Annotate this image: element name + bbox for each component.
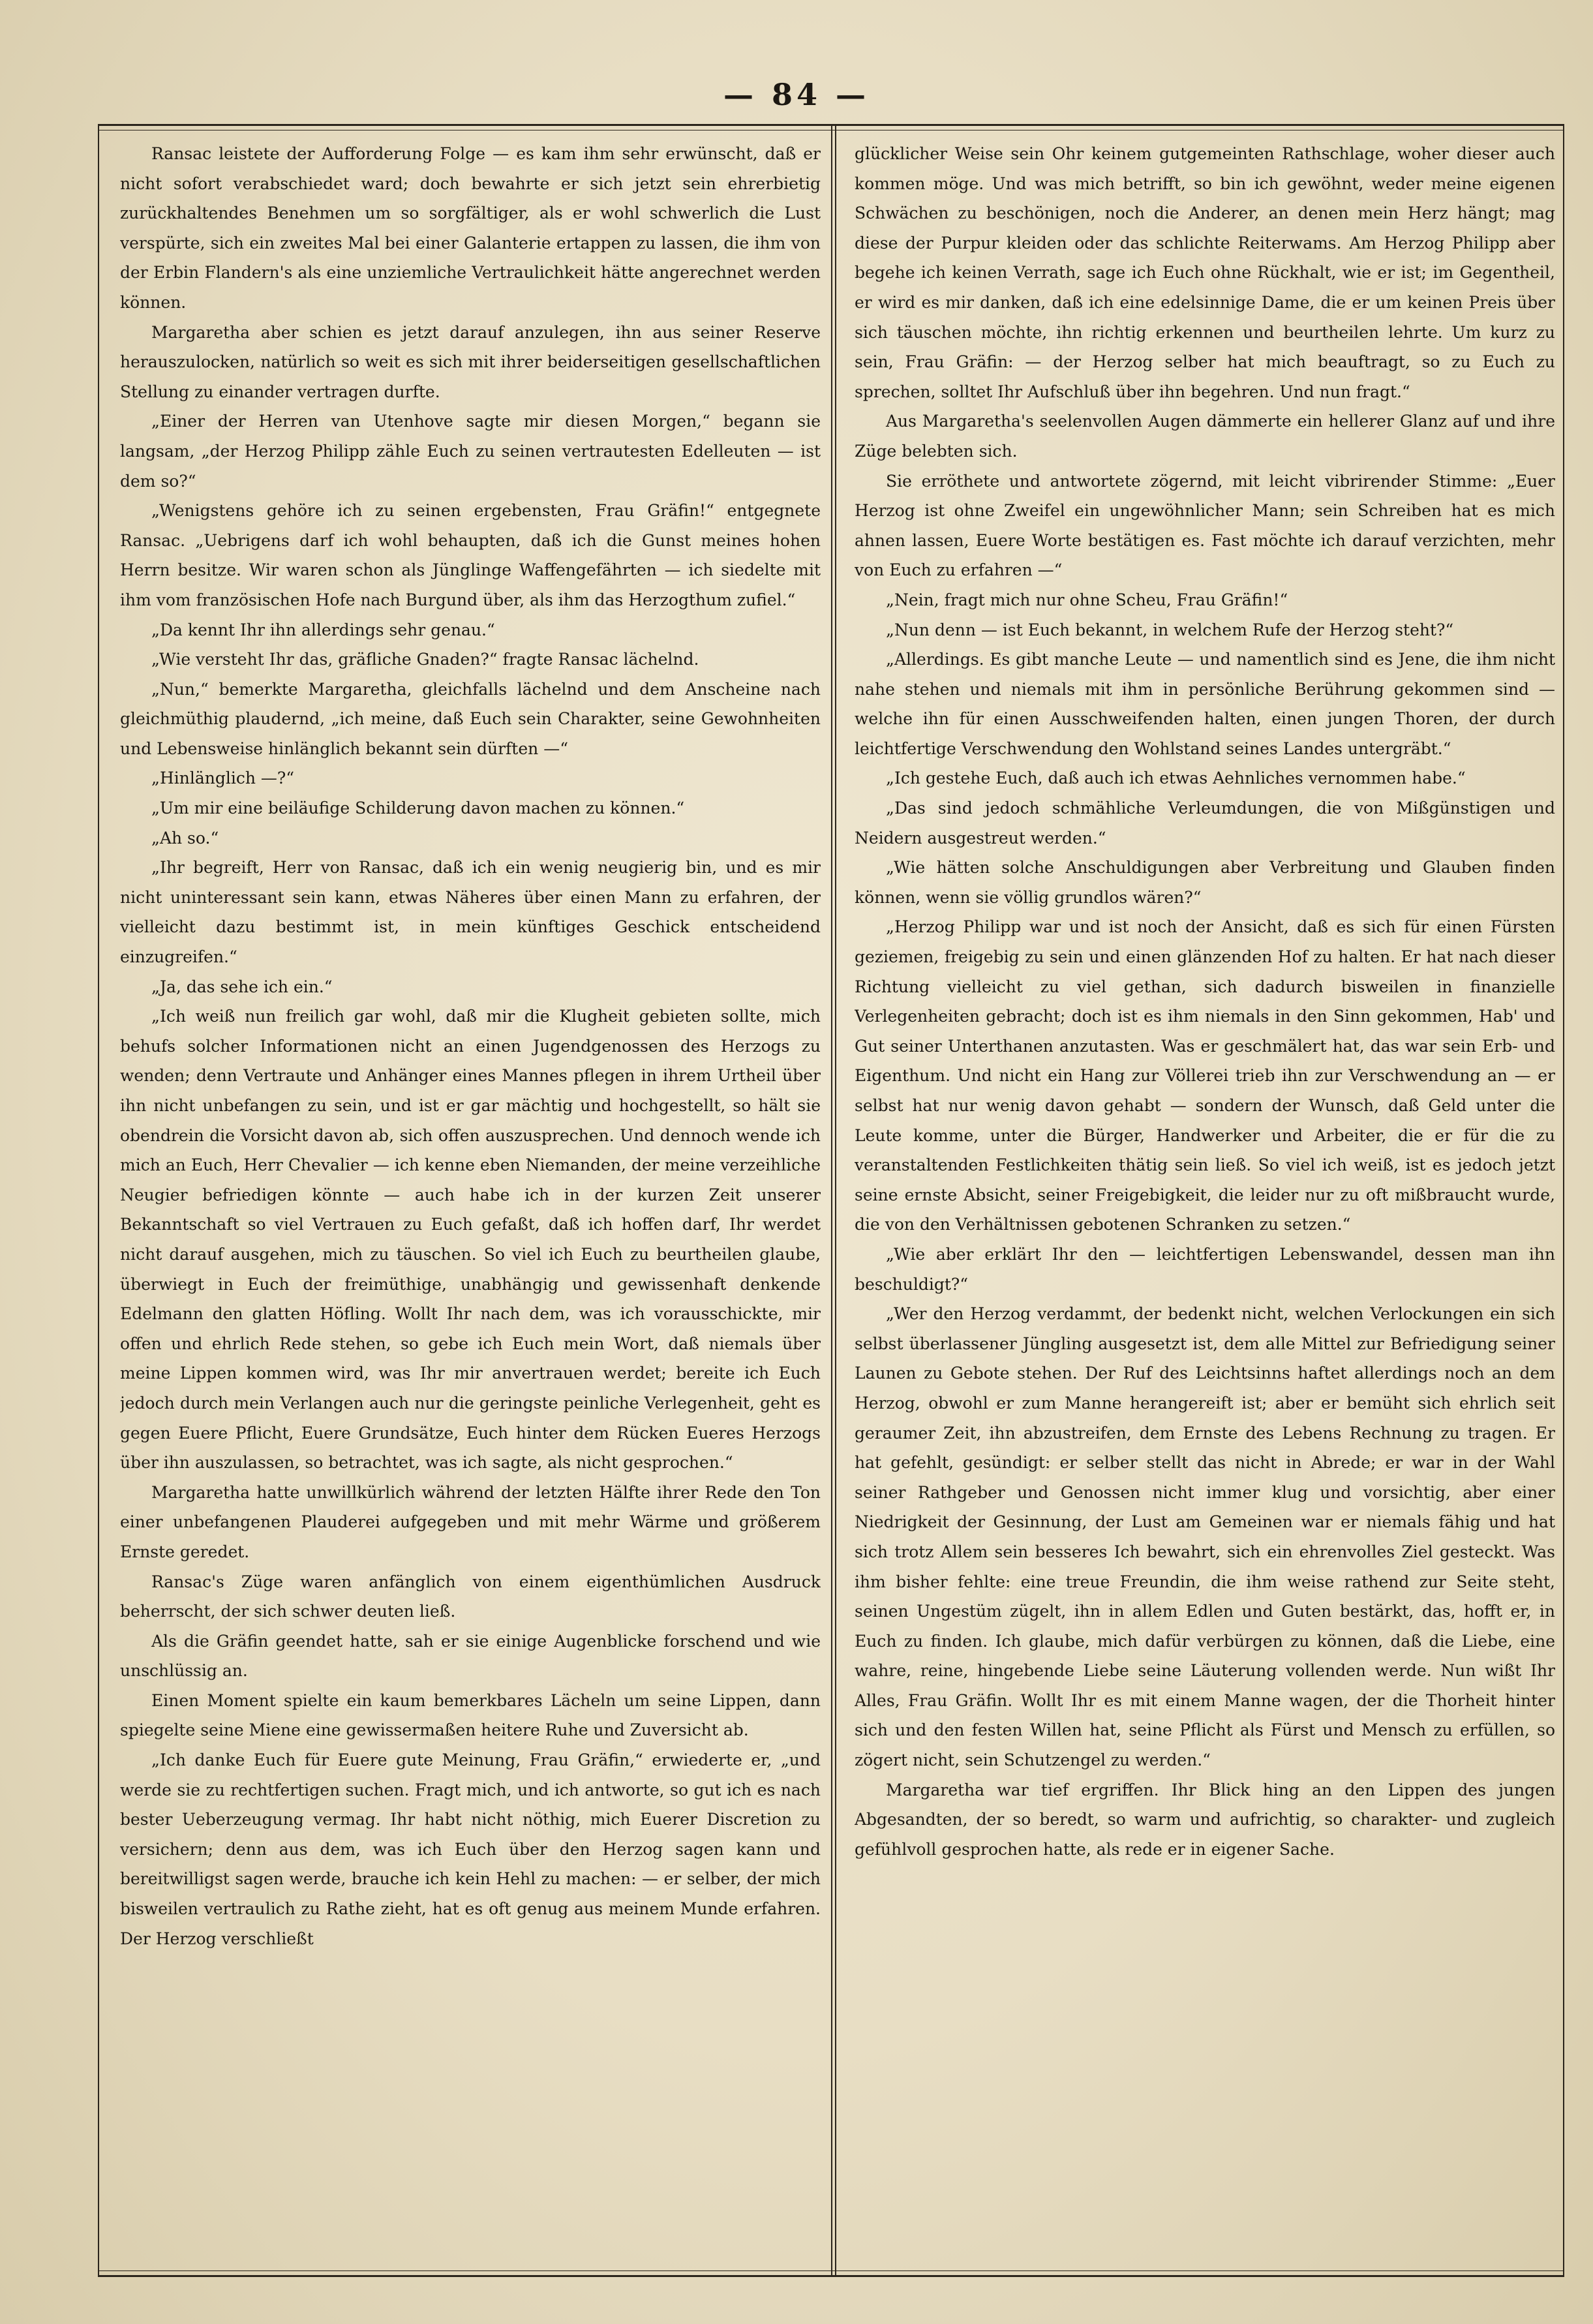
left-column [120,139,821,2266]
paragraph: „Das sind jedoch schmähliche Verleumdungen, die von Mißgünstigen und Neidern ausgestreut werden.“ [855,799,1555,848]
paragraph: „Ihr begreift, Herr von Ransac, daß ich ein wenig neugierig bin, und es mir nicht uninteressant sein kann, etwas Näheres über einen Mann zu erfahren, der vielleicht dazu bestimmt ist, in mein künftiges Geschick entscheidend einzugreifen.“ [120,858,821,967]
paragraph: „Wie versteht Ihr das, gräfliche Gnaden?“ fragte Ransac lächelnd. [151,650,699,669]
paragraph: Ransac's Züge waren anfänglich von einem eigenthümlichen Ausdruck beherrscht, der sich schwer deuten ließ. [120,1572,821,1621]
paragraph: Einen Moment spielte ein kaum bemerkbares Lächeln um seine Lippen, dann spiegelte seine Miene eine gewissermaßen heitere Ruhe und Zuversicht ab. [120,1690,821,1740]
paragraph: „Ja, das sehe ich ein.“ [151,977,333,996]
paragraph: „Ich danke Euch für Euere gute Meinung, Frau Gräfin,“ erwiederte er, „und werde sie zu rechtfertigen suchen. Fragt mich, und ich antworte, so gut ich es nach bester Ueberzeugung vermag. Ihr habt nicht nöthig, mich Euerer Discretion zu versichern; denn aus dem, was ich Euch über den Herzog sagen kann und bereitwilligst sagen werde, brauche ich kein Hehl zu machen: — er selber, der mich bisweilen vertraulich zu Rathe zieht, hat es oft genug aus meinem Munde erfahren. Der Herzog verschließt [120,1751,821,1948]
paragraph: „Wie aber erklärt Ihr den — leichtfertigen Lebenswandel, dessen man ihn beschuldigt?“ [855,1244,1555,1294]
column-divider [831,126,836,2275]
paragraph: Ransac leistete der Aufforderung Folge — es kam ihm sehr erwünscht, daß er nicht sofort verabschiedet ward; doch bewahrte er sich jetzt sein ehrerbietig zurückhaltendes Benehmen um so sorgfältiger, als er wohl schwerlich die Lust verspürte, sich ein zweites Mal bei einer Galanterie ertappen zu lassen, die ihm von der Erbin Flandern's als eine unziemliche Vertraulichkeit hätte angerechnet werden können. [120,144,821,312]
page-number: — 84 — [723,77,870,112]
paragraph: Als die Gräfin geendet hatte, sah er sie einige Augenblicke forschend und wie unschlüssig an. [120,1631,821,1681]
paragraph: Margaretha hatte unwillkürlich während der letzten Hälfte ihrer Rede den Ton einer unbefangenen Plauderei aufgegeben und mit mehr Wärme und größerem Ernste geredet. [120,1482,821,1561]
paragraph-continued: glücklicher Weise sein Ohr keinem gutgemeinten Rathschlage, woher dieser auch kommen möge. Und was mich betrifft, so bin ich gewöhnt, weder meine eigenen Schwächen zu beschönigen, noch die Anderer, an denen mein Herz hängt; mag diese der Purpur kleiden oder das schlichte Reiterwams. Am Herzog Philipp aber begehe ich keinen Verrath, sage ich Euch ohne Rückhalt, wie er ist; im Gegentheil, er wird es mir danken, daß ich eine edelsinnige Dame, die er um keinen Preis über sich täuschen möchte, ihn richtig erkennen und beurtheilen lehrte. Um kurz zu sein, Frau Gräfin: — der Herzog selber hat mich beauftragt, so zu Euch zu sprechen, solltet Ihr Aufschluß über ihn begehren. Und nun fragt.“ [855,144,1555,401]
paragraph: „Ah so.“ [151,828,219,848]
paragraph: „Hinlänglich —?“ [151,769,295,788]
left-border-rule [98,126,99,2275]
text-frame [98,124,1564,2277]
paragraph: „Allerdings. Es gibt manche Leute — und namentlich sind es Jene, die ihm nicht nahe stehen und niemals mit ihm in persönliche Berührung gekommen sind — welche ihn für einen Ausschweifenden halten, einen jungen Thoren, der durch leichtfertige Verschwendung den Wohlstand seines Landes untergräbt.“ [855,650,1555,758]
right-column [855,139,1555,2266]
paragraph: Sie erröthete und antwortete zögernd, mit leicht vibrirender Stimme: „Euer Herzog ist ohne Zweifel ein ungewöhnlicher Mann; sein Schreiben hat es mich ahnen lassen, Euere Worte bestätigen es. Fast möchte ich darauf verzichten, mehr von Euch zu erfahren —“ [855,471,1555,580]
paragraph: „Da kennt Ihr ihn allerdings sehr genau.“ [151,620,495,639]
paragraph: Aus Margaretha's seelenvollen Augen dämmerte ein hellerer Glanz auf und ihre Züge belebten sich. [855,412,1555,461]
paragraph: Margaretha aber schien es jetzt darauf anzulegen, ihn aus seiner Reserve herauszulocken, natürlich so weit es sich mit ihrer beiderseitigen gesellschaftlichen Stellung zu einander vertragen durfte. [120,322,821,401]
paragraph: „Nun denn — ist Euch bekannt, in welchem Rufe der Herzog steht?“ [886,620,1454,639]
paragraph: „Einer der Herren van Utenhove sagte mir diesen Morgen,“ begann sie langsam, „der Herzog Philipp zähle Euch zu seinen vertrautesten Edelleuten — ist dem so?“ [120,412,821,491]
paragraph: Margaretha war tief ergriffen. Ihr Blick hing an den Lippen des jungen Abgesandten, der so beredt, so warm und aufrichtig, so charakter- und zugleich gefühlvoll gesprochen hatte, als rede er in eigener Sache. [855,1780,1555,1859]
paragraph: „Um mir eine beiläufige Schilderung davon machen zu können.“ [151,799,685,818]
paragraph: „Wer den Herzog verdammt, der bedenkt nicht, welchen Verlockungen ein sich selbst überlassener Jüngling ausgesetzt ist, dem alle Mittel zur Befriedigung seiner Launen zu Gebote stehen. Der Ruf des Leichtsinns haftet allerdings noch an dem Herzog, obwohl er zum Manne herangereift ist; aber er bemüht sich ehrlich seit geraumer Zeit, ihn abzustreifen, dem Ernste des Lebens Rechnung zu tragen. Er hat gefehlt, gesündigt: er selber stellt das nicht in Abrede; er war in der Wahl seiner Rathgeber und Genossen nicht immer klug und vorsichtig, aber einer Niedrigkeit der Gesinnung, der Lust am Gemeinen war er niemals fähig und hat sich trotz Allem sein besseres Ich bewahrt, sich ein ehrenvolles Ziel gesteckt. Was ihm bisher fehlte: eine treue Freundin, die ihm weise rathend zur Seite steht, seinen Ungestüm zügelt, ihn in allem Edlen und Guten bestärkt, das, hofft er, in Euch zu finden. Ich glaube, mich dafür verbürgen zu können, daß die Liebe, eine wahre, reine, hingebende Liebe seine Läuterung vollenden werde. Nun wißt Ihr Alles, Frau Gräfin. Wollt Ihr es mit einem Manne wagen, der die Thorheit hinter sich und den festen Willen hat, seine Pflicht als Fürst und Mensch zu erfüllen, so zögert nicht, sein Schutzengel zu werden.“ [855,1304,1555,1770]
paragraph: „Nun,“ bemerkte Margaretha, gleichfalls lächelnd und dem Anscheine nach gleichmüthig plaudernd, „ich meine, daß Euch sein Charakter, seine Gewohnheiten und Lebensweise hinlänglich bekannt sein dürften —“ [120,679,821,758]
paragraph: „Herzog Philipp war und ist noch der Ansicht, daß es sich für einen Fürsten geziemen, freigebig zu sein und einen glänzenden Hof zu halten. Er hat nach dieser Richtung vielleicht zu viel gethan, sich dadurch bisweilen in finanzielle Verlegenheiten gebracht; doch ist es ihm niemals in den Sinn gekommen, Hab' und Gut seiner Unterthanen anzutasten. Was er geschmälert hat, das war sein Erb- und Eigenthum. Und nicht ein Hang zur Völlerei trieb ihn zur Verschwendung an — er selbst hat nur wenig davon gehabt — sondern der Wunsch, daß Geld unter die Leute komme, unter die Bürger, Handwerker und Arbeiter, die er für die zu veranstaltenden Festlichkeiten thätig sein ließ. So viel ich weiß, ist es jedoch jetzt seine ernste Absicht, seiner Freigebigkeit, die leider nur zu oft mißbraucht wurde, die von den Verhältnissen gebotenen Schranken zu setzen.“ [855,917,1555,1234]
paragraph: „Wenigstens gehöre ich zu seinen ergebensten, Frau Gräfin!“ entgegnete Ransac. „Uebrigens darf ich wohl behaupten, daß ich die Gunst meines hohen Herrn besitze. Wir waren schon als Jünglinge Waffengefährten — ich siedelte mit ihm vom französischen Hofe nach Burgund über, als ihm das Herzogthum zufiel.“ [120,501,821,609]
paragraph: „Wie hätten solche Anschuldigungen aber Verbreitung und Glauben finden können, wenn sie völlig grundlos wären?“ [855,858,1555,907]
paragraph: „Nein, fragt mich nur ohne Scheu, Frau Gräfin!“ [886,590,1288,609]
right-border-rule [1563,126,1564,2275]
paragraph: „Ich gestehe Euch, daß auch ich etwas Aehnliches vernommen habe.“ [886,769,1466,788]
paragraph: „Ich weiß nun freilich gar wohl, daß mir die Klugheit gebieten sollte, mich behufs solcher Informationen nicht an einen Jugendgenossen des Herzogs zu wenden; denn Vertraute und Anhänger eines Mannes pflegen in ihrem Urtheil über ihn nicht unbefangen zu sein, und ist er gar mächtig und hochgestellt, so hält sie obendrein die Vorsicht davon ab, sich offen auszusprechen. Und dennoch wende ich mich an Euch, Herr Chevalier — ich kenne eben Niemanden, der meine verzeihliche Neugier befriedigen könnte — auch habe ich in der kurzen Zeit unserer Bekanntschaft so viel Vertrauen zu Euch gefaßt, daß ich hoffen darf, Ihr werdet nicht darauf ausgehen, mich zu täuschen. So viel ich Euch zu beurtheilen glaube, überwiegt in Euch der freimüthige, unabhängig und gewissenhaft denkende Edelmann den glatten Höfling. Wollt Ihr nach dem, was ich vorausschickte, mir offen und ehrlich Rede stehen, so gebe ich Euch mein Wort, daß niemals über meine Lippen kommen wird, was Ihr mir anvertrauen werdet; bereite ich Euch jedoch durch mein Verlangen auch nur die geringste peinliche Verlegenheit, geht es gegen Euere Pflicht, Euere Grundsätze, Euch hinter dem Rücken Eueres Herzogs über ihn auszulassen, so betrachtet, was ich sagte, als nicht gesprochen.“ [120,1007,821,1473]
